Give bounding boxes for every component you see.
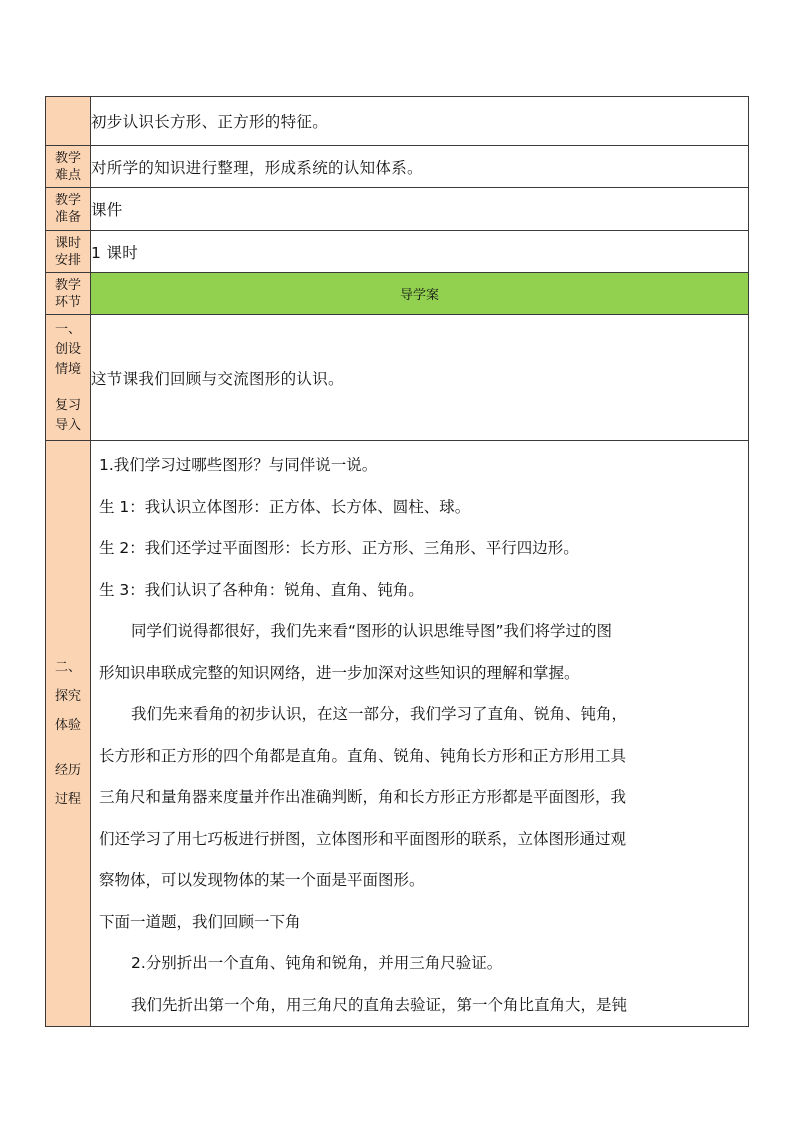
label-line: 课时 xyxy=(54,235,81,251)
exploration-content xyxy=(91,441,749,1027)
table-row xyxy=(46,97,749,146)
body-line: 1.我们学习过哪些图形？与同伴说一说。 xyxy=(99,456,378,474)
objective-content: 初步认识长方形、正方形的特征。 xyxy=(91,97,749,146)
table-row xyxy=(46,441,749,1027)
label-line: 过程 xyxy=(54,792,81,807)
label-line: 探究 xyxy=(54,689,81,704)
preparation-content: 课件 xyxy=(91,188,749,231)
body-line: 长方形和正方形的四个角都是直角。直角、锐角、钝角长方形和正方形用工具 xyxy=(99,746,627,765)
table-row xyxy=(46,188,749,231)
schedule-content: 1 课时 xyxy=(91,231,749,273)
row-label-exploration xyxy=(46,441,91,1027)
body-line: 生 2：我们还学过平面图形：长方形、正方形、三角形、平行四边形。 xyxy=(99,539,579,557)
label-line: 情境 xyxy=(54,361,81,377)
label-line: 经历 xyxy=(54,763,81,778)
row-label-preparation xyxy=(46,188,91,231)
table-row xyxy=(46,231,749,273)
label-line: 导入 xyxy=(54,417,81,433)
label-line: 二、 xyxy=(54,660,81,675)
guide-header: 导学案 xyxy=(91,273,749,315)
row-label-empty xyxy=(46,97,91,146)
difficulty-content: 对所学的知识进行整理，形成系统的认知体系。 xyxy=(91,146,749,188)
row-label-schedule xyxy=(46,231,91,273)
lesson-plan-table xyxy=(45,96,749,1027)
label-line: 环节 xyxy=(54,294,81,310)
label-line: 一、 xyxy=(54,321,81,337)
label-line: 准备 xyxy=(54,210,81,225)
row-label-introduction xyxy=(46,315,91,441)
label-line: 难点 xyxy=(54,167,81,183)
body-line: 同学们说得都很好，我们先来看“图形的认识思维导图”我们将学过的图 xyxy=(131,622,613,640)
table-row xyxy=(46,315,749,441)
label-line: 教学 xyxy=(54,277,81,293)
body-line: 察物体，可以发现物体的某一个面是平面图形。 xyxy=(99,871,425,889)
body-line: 2.分别折出一个直角、钝角和锐角，并用三角尺验证。 xyxy=(131,954,503,972)
body-line: 形知识串联成完整的知识网络，进一步加深对这些知识的理解和掌握。 xyxy=(99,663,580,682)
table-row xyxy=(46,273,749,315)
label-line: 体验 xyxy=(54,718,81,733)
label-line: 创设 xyxy=(54,341,81,357)
body-line: 我们先折出第一个角，用三角尺的直角去验证，第一个角比直角大，是钝 xyxy=(131,995,628,1014)
label-line: 复习 xyxy=(54,397,81,413)
label-line: 安排 xyxy=(54,252,81,268)
body-line: 下面一道题，我们回顾一下角 xyxy=(99,912,301,931)
table-row xyxy=(46,146,749,188)
label-line: 教学 xyxy=(54,193,81,208)
row-label-phase xyxy=(46,273,91,315)
body-line: 三角尺和量角器来度量并作出准确判断，角和长方形正方形都是平面图形，我 xyxy=(99,788,627,806)
body-line: 我们先来看角的初步认识，在这一部分，我们学习了直角、锐角、钝角， xyxy=(131,705,628,723)
introduction-content: 这节课我们回顾与交流图形的认识。 xyxy=(91,315,749,441)
body-line: 生 1：我认识立体图形：正方体、长方体、圆柱、球。 xyxy=(99,497,471,516)
body-line: 们还学习了用七巧板进行拼图，立体图形和平面图形的联系，立体图形通过观 xyxy=(99,829,627,848)
label-line: 教学 xyxy=(54,150,81,166)
row-label-difficulty xyxy=(46,146,91,188)
body-line: 生 3：我们认识了各种角：锐角、直角、钝角。 xyxy=(99,580,424,599)
